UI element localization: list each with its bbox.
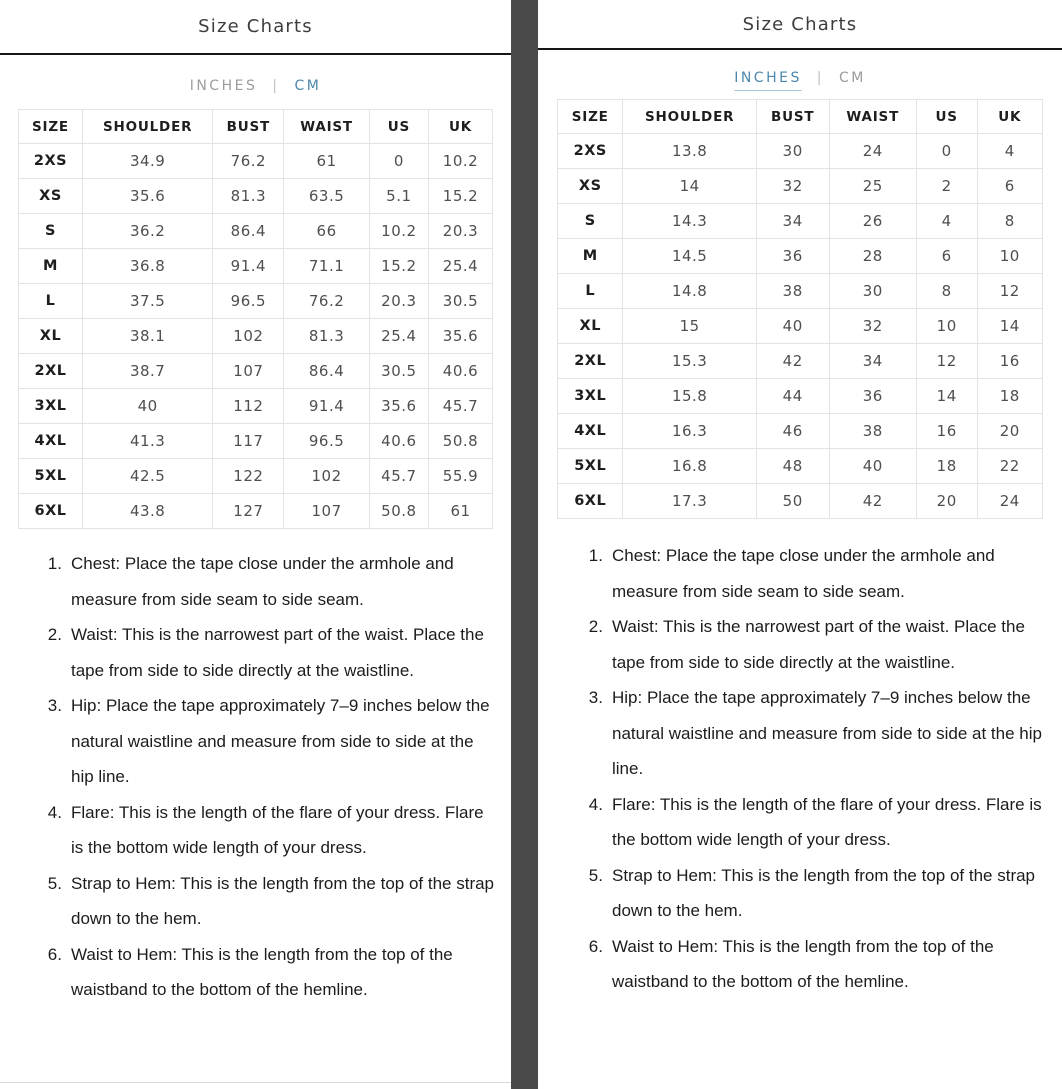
inches-toggle[interactable]: INCHES [189, 78, 258, 94]
units-separator: | [272, 78, 280, 94]
value-cell: 71.1 [284, 249, 369, 284]
panel-header [538, 0, 1062, 50]
value-cell: 14.5 [623, 239, 756, 274]
size-cell: 3XL [558, 379, 623, 414]
size-cell: 6XL [19, 494, 83, 529]
value-cell: 61 [428, 494, 492, 529]
units-toggle [0, 78, 511, 94]
value-cell: 16.8 [623, 449, 756, 484]
value-cell: 25.4 [428, 249, 492, 284]
value-cell: 36 [829, 379, 916, 414]
size-cell: L [19, 284, 83, 319]
value-cell: 34 [829, 344, 916, 379]
instruction-item: Hip: Place the tape approximately 7–9 inches below the natural waistline and measure from side to side at the hip line. [71, 696, 490, 786]
size-cell: 2XS [558, 134, 623, 169]
value-cell: 86.4 [213, 214, 284, 249]
table-row [19, 249, 493, 284]
value-cell: 42.5 [82, 459, 212, 494]
value-cell: 20.3 [428, 214, 492, 249]
size-chart-panel-inches [538, 0, 1062, 1089]
table-row [19, 459, 493, 494]
value-cell: 16 [977, 344, 1042, 379]
value-cell: 36.8 [82, 249, 212, 284]
value-cell: 102 [213, 319, 284, 354]
value-cell: 38.1 [82, 319, 212, 354]
value-cell: 91.4 [284, 389, 369, 424]
units-separator: | [816, 70, 824, 86]
value-cell: 30.5 [428, 284, 492, 319]
table-row [19, 144, 493, 179]
value-cell: 86.4 [284, 354, 369, 389]
value-cell: 20 [916, 484, 977, 519]
value-cell: 12 [916, 344, 977, 379]
value-cell: 8 [916, 274, 977, 309]
value-cell: 32 [829, 309, 916, 344]
instruction-item: Chest: Place the tape close under the armhole and measure from side seam to side seam. [71, 554, 454, 609]
value-cell: 50.8 [369, 494, 428, 529]
value-cell: 24 [977, 484, 1042, 519]
column-header-waist: WAIST [284, 110, 369, 144]
size-cell: 2XL [558, 344, 623, 379]
column-header-waist: WAIST [829, 100, 916, 134]
inches-toggle[interactable]: INCHES [734, 70, 802, 91]
instruction-item: Waist: This is the narrowest part of the waist. Place the tape from side to side directly at the waistline. [71, 625, 484, 680]
value-cell: 16.3 [623, 414, 756, 449]
measurement-instructions [538, 538, 1046, 1000]
size-cell: S [19, 214, 83, 249]
value-cell: 15.2 [428, 179, 492, 214]
instruction-item: Waist to Hem: This is the length from the top of the waistband to the bottom of the hemline. [71, 944, 453, 999]
value-cell: 10 [916, 309, 977, 344]
table-row [19, 354, 493, 389]
table-row [19, 179, 493, 214]
value-cell: 63.5 [284, 179, 369, 214]
value-cell: 40 [82, 389, 212, 424]
table-row [19, 494, 493, 529]
column-header-uk: UK [428, 110, 492, 144]
value-cell: 96.5 [213, 284, 284, 319]
value-cell: 16 [916, 414, 977, 449]
size-cell: 4XL [558, 414, 623, 449]
value-cell: 91.4 [213, 249, 284, 284]
table-row [558, 134, 1043, 169]
instruction-item: Flare: This is the length of the flare of your dress. Flare is the bottom wide length of your dress. [71, 802, 484, 857]
size-cell: 2XS [19, 144, 83, 179]
value-cell: 13.8 [623, 134, 756, 169]
cm-toggle[interactable]: CM [294, 78, 322, 94]
value-cell: 24 [829, 134, 916, 169]
value-cell: 55.9 [428, 459, 492, 494]
value-cell: 34.9 [82, 144, 212, 179]
table-row [19, 424, 493, 459]
value-cell: 36 [756, 239, 829, 274]
table-row [19, 319, 493, 354]
size-cell: 5XL [19, 459, 83, 494]
column-header-uk: UK [977, 100, 1042, 134]
value-cell: 45.7 [369, 459, 428, 494]
value-cell: 6 [916, 239, 977, 274]
page-title: Size Charts [198, 16, 313, 37]
value-cell: 76.2 [213, 144, 284, 179]
value-cell: 18 [916, 449, 977, 484]
value-cell: 44 [756, 379, 829, 414]
value-cell: 6 [977, 169, 1042, 204]
value-cell: 26 [829, 204, 916, 239]
column-header-size: SIZE [19, 110, 83, 144]
size-chart-panel-cm [0, 0, 511, 1089]
value-cell: 8 [977, 204, 1042, 239]
size-cell: 2XL [19, 354, 83, 389]
table-row [558, 344, 1043, 379]
size-cell: 3XL [19, 389, 83, 424]
table-row [19, 389, 493, 424]
value-cell: 50.8 [428, 424, 492, 459]
size-cell: M [19, 249, 83, 284]
value-cell: 40 [829, 449, 916, 484]
value-cell: 2 [916, 169, 977, 204]
value-cell: 10.2 [369, 214, 428, 249]
value-cell: 0 [916, 134, 977, 169]
value-cell: 15 [623, 309, 756, 344]
instruction-item: Waist to Hem: This is the length from the top of the waistband to the bottom of the hemline. [612, 936, 994, 991]
table-row [558, 449, 1043, 484]
instruction-item: Chest: Place the tape close under the armhole and measure from side seam to side seam. [612, 546, 995, 601]
value-cell: 50 [756, 484, 829, 519]
cm-toggle[interactable]: CM [838, 70, 866, 86]
value-cell: 38 [756, 274, 829, 309]
table-header-row [558, 100, 1043, 134]
size-cell: XS [19, 179, 83, 214]
size-cell: 4XL [19, 424, 83, 459]
size-table-inches [557, 99, 1043, 519]
value-cell: 35.6 [369, 389, 428, 424]
column-header-bust: BUST [756, 100, 829, 134]
value-cell: 28 [829, 239, 916, 274]
value-cell: 127 [213, 494, 284, 529]
bottom-divider-line [0, 1082, 511, 1083]
size-cell: XS [558, 169, 623, 204]
column-header-us: US [916, 100, 977, 134]
table-row [558, 484, 1043, 519]
value-cell: 46 [756, 414, 829, 449]
panel-header [0, 0, 511, 55]
instruction-item: Hip: Place the tape approximately 7–9 inches below the natural waistline and measure from side to side at the hip line. [612, 688, 1042, 778]
size-cell: L [558, 274, 623, 309]
value-cell: 76.2 [284, 284, 369, 319]
value-cell: 20.3 [369, 284, 428, 319]
value-cell: 30.5 [369, 354, 428, 389]
table-header-row [19, 110, 493, 144]
value-cell: 10.2 [428, 144, 492, 179]
column-header-bust: BUST [213, 110, 284, 144]
panel-divider-bar [511, 0, 538, 1089]
value-cell: 112 [213, 389, 284, 424]
value-cell: 32 [756, 169, 829, 204]
measurement-instructions [0, 546, 495, 1008]
value-cell: 25.4 [369, 319, 428, 354]
instruction-item: Strap to Hem: This is the length from the top of the strap down to the hem. [612, 865, 1036, 920]
table-row [558, 309, 1043, 344]
value-cell: 117 [213, 424, 284, 459]
table-row [19, 214, 493, 249]
size-cell: 6XL [558, 484, 623, 519]
value-cell: 14 [916, 379, 977, 414]
value-cell: 61 [284, 144, 369, 179]
value-cell: 30 [756, 134, 829, 169]
column-header-shoulder: SHOULDER [82, 110, 212, 144]
value-cell: 38 [829, 414, 916, 449]
value-cell: 14 [977, 309, 1042, 344]
table-row [558, 274, 1043, 309]
value-cell: 14 [623, 169, 756, 204]
value-cell: 25 [829, 169, 916, 204]
table-row [19, 284, 493, 319]
size-cell: XL [558, 309, 623, 344]
value-cell: 17.3 [623, 484, 756, 519]
value-cell: 66 [284, 214, 369, 249]
table-row [558, 239, 1043, 274]
column-header-us: US [369, 110, 428, 144]
value-cell: 20 [977, 414, 1042, 449]
instruction-item: Strap to Hem: This is the length from the top of the strap down to the hem. [71, 873, 495, 928]
value-cell: 15.8 [623, 379, 756, 414]
table-row [558, 379, 1043, 414]
value-cell: 96.5 [284, 424, 369, 459]
value-cell: 41.3 [82, 424, 212, 459]
value-cell: 22 [977, 449, 1042, 484]
value-cell: 35.6 [82, 179, 212, 214]
size-table-cm [18, 109, 493, 529]
value-cell: 15.2 [369, 249, 428, 284]
value-cell: 48 [756, 449, 829, 484]
value-cell: 40 [756, 309, 829, 344]
table-row [558, 414, 1043, 449]
value-cell: 15.3 [623, 344, 756, 379]
value-cell: 42 [829, 484, 916, 519]
table-row [558, 204, 1043, 239]
instruction-item: Waist: This is the narrowest part of the waist. Place the tape from side to side directly at the waistline. [612, 617, 1025, 672]
value-cell: 38.7 [82, 354, 212, 389]
value-cell: 37.5 [82, 284, 212, 319]
value-cell: 4 [916, 204, 977, 239]
value-cell: 107 [213, 354, 284, 389]
value-cell: 4 [977, 134, 1042, 169]
value-cell: 14.8 [623, 274, 756, 309]
page-title: Size Charts [742, 13, 858, 35]
size-cell: XL [19, 319, 83, 354]
value-cell: 122 [213, 459, 284, 494]
value-cell: 43.8 [82, 494, 212, 529]
value-cell: 36.2 [82, 214, 212, 249]
value-cell: 35.6 [428, 319, 492, 354]
value-cell: 107 [284, 494, 369, 529]
size-cell: S [558, 204, 623, 239]
units-toggle [538, 70, 1062, 86]
value-cell: 10 [977, 239, 1042, 274]
value-cell: 42 [756, 344, 829, 379]
instruction-item: Flare: This is the length of the flare of your dress. Flare is the bottom wide length of your dress. [612, 794, 1042, 849]
value-cell: 0 [369, 144, 428, 179]
table-row [558, 169, 1043, 204]
column-header-shoulder: SHOULDER [623, 100, 756, 134]
value-cell: 102 [284, 459, 369, 494]
size-cell: 5XL [558, 449, 623, 484]
value-cell: 18 [977, 379, 1042, 414]
value-cell: 14.3 [623, 204, 756, 239]
size-cell: M [558, 239, 623, 274]
value-cell: 81.3 [284, 319, 369, 354]
value-cell: 45.7 [428, 389, 492, 424]
column-header-size: SIZE [558, 100, 623, 134]
value-cell: 81.3 [213, 179, 284, 214]
value-cell: 30 [829, 274, 916, 309]
value-cell: 34 [756, 204, 829, 239]
value-cell: 12 [977, 274, 1042, 309]
value-cell: 40.6 [428, 354, 492, 389]
value-cell: 40.6 [369, 424, 428, 459]
value-cell: 5.1 [369, 179, 428, 214]
